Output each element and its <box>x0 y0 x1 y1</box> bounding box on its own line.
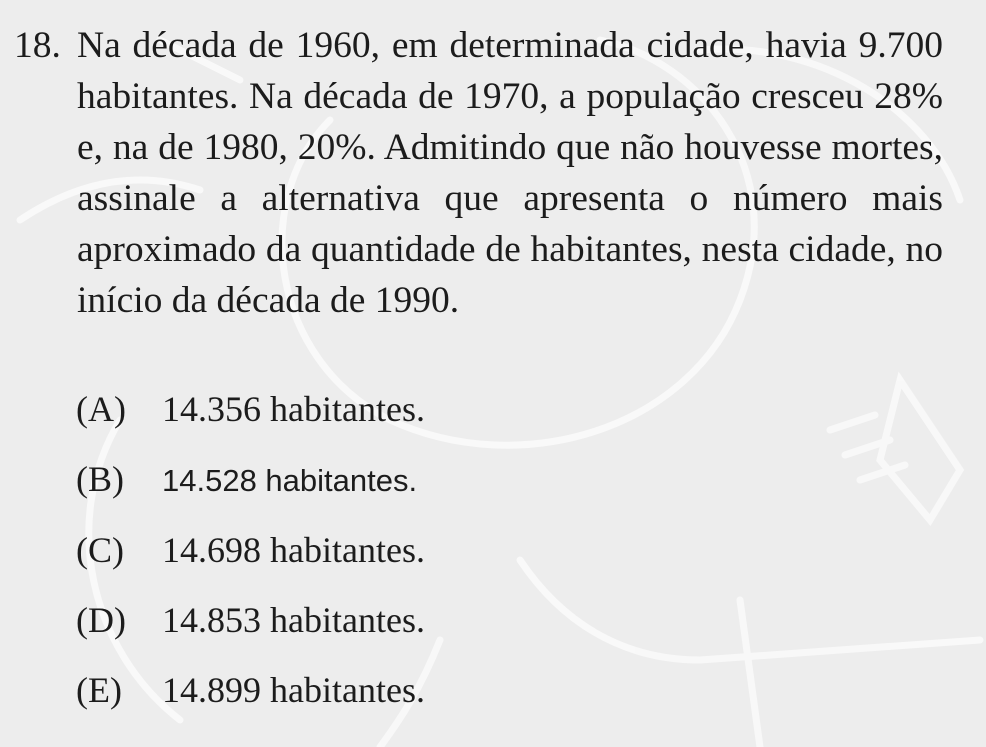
option-c[interactable] <box>76 525 425 575</box>
option-a[interactable] <box>76 384 425 434</box>
option-d[interactable] <box>76 595 425 645</box>
option-d-text: 14.853 habitantes. <box>162 600 425 640</box>
option-a-text: 14.356 habitantes. <box>162 389 425 429</box>
option-e[interactable] <box>76 665 425 715</box>
option-d-letter: (D) <box>76 600 126 640</box>
option-b-text: 14.528 habitantes. <box>162 463 418 498</box>
option-e-letter: (E) <box>76 670 122 710</box>
option-b-letter: (B) <box>76 459 124 499</box>
option-c-text: 14.698 habitantes. <box>162 530 425 570</box>
question-text: Na década de 1960, em determinada cidade, havia 9.700 habitantes. Na década de 1970, a população cresceu 28% e, na de 1980, 20%. Admitindo que não houvesse mortes, assinale a alternativa que apresenta o número mais aproximado da quantidade de habitantes, nesta cidade, no início da década de 1990. <box>77 25 943 321</box>
option-a-letter: (A) <box>76 389 126 429</box>
option-c-letter: (C) <box>76 530 124 570</box>
option-e-text: 14.899 habitantes. <box>162 670 425 710</box>
question-number: 18. <box>14 25 61 66</box>
option-b[interactable] <box>76 454 417 504</box>
